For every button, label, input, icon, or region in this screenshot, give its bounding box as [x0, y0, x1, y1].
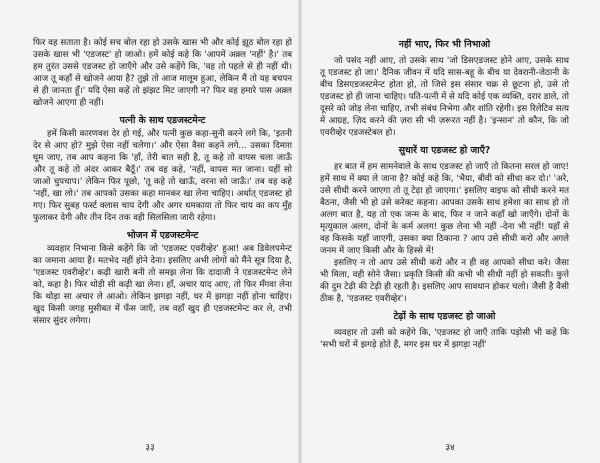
section-heading: टेढ़ों के साथ एडजस्ट हो जाओ: [393, 311, 496, 322]
paragraph: हमें किसी कारणवश देर हो गई, और पत्नी कुछ कहा-सुनी करने लगे कि, 'इतनी देर से आए हो? मुझे ऐसा नहीं चलेगा।' और ऐसा वैसा कहने लगे... उसका दिमाग़ घूम जाए, तब आप कहना कि 'हाँ, तेरी बात सही है, तू कहे तो वापस चला जाऊँ और तू कहे तो अंदर आकर बैठूँ।' तब वह कहे, 'नहीं, वापस मत जाना। यहीं सो जाओ चुपचाप।' लेकिन फिर पूछो, 'तू कहे तो खाऊँ, वरना सो जाऊँ।' तब वह कहे 'नहीं, खा लो।' तब आपको उसका कहा मानकर खा लेना चाहिए। अर्थात् एडजस्ट हो गए। फिर सुबह फर्स्ट क्लास चाय देगी और अगर धमकाया तो फिर चाय का कप मुँह फुलाकर देगी और तीन दिन तक वही सिलसिला जारी रहेगा।: [33, 129, 292, 223]
paragraph: इसलिए न तो आप उसे सीधी करो और न ही वह आपको सीधा करे। जैसा भी मिला, वही सोने जैसा। प्रकृति किसी की कभी भी सीधी नहीं हो सकती। कुत्ते की दुम टेढ़ी की टेढ़ी ही रहती है। इसलिए आप सावधान होकर चलो। जैसी है वैसी ठीक है, 'एडजस्ट एवरीव्हेर'।: [320, 258, 569, 304]
paragraph: फिर वह सताता है। कोई सच बोल रहा हो उसके खास भी और कोई झूठ बोल रहा हो उसके खास भी 'एडजस्ट' हो जाओ। हमें कोई कहे कि 'आपमें अक़्ल 'नहीं' है।' तब हम तुरंत उससे एडजस्ट हो जाएँगे और उसे कहेंगे कि, 'वह तो पहले से ही नहीं थी। आज तू कहाँ से खोजने आया है? तुझे तो आज मालूम हुआ, लेकिन मैं तो यह बचपन से ही जानता हूँ।' यदि ऐसा कहें तो झंझट मिट जाएगी न? फिर वह हमारे पास अक़्ल खोजने आएगा ही नहीं।: [33, 38, 292, 108]
paragraph: व्यवहार तो उसी को कहेंगे कि, 'एडजस्ट हो जाएँ ताकि पड़ोसी भी कहें कि 'सभी घरों में झगड़े होते हैं, मगर इस घर में झगड़ा नहीं': [320, 328, 569, 350]
right-page: [300, 0, 600, 463]
section-heading: सुधारें या एडजस्ट हो जाएँ?: [398, 145, 491, 156]
section-heading: नहीं भाए, फिर भी निभाओ: [398, 39, 491, 50]
page-number: ३३: [145, 443, 155, 453]
section-heading: भोजन में एडजस्टमेन्ट: [126, 230, 199, 241]
page-number: ३४: [445, 443, 455, 453]
section-heading: पत्नी के साथ एडजस्टमेन्ट: [119, 115, 206, 126]
paragraph: व्यवहार निभाना किसे कहेंगे कि जो 'एडजस्ट एवरीव्हेर' हुआ! अब डिवेलपमेन्ट का जमाना आया है। मतभेद नहीं होने देना। इसलिए अभी लोगों को मैंने सूत्र दिया है, 'एडजस्ट एवरीव्हेर'। कढ़ी खारी बनी तो समझ लेना कि दादाजी ने एडजस्टमेन्ट लेने को, कहा है। फिर थोड़ी सी कढ़ी खा लेना। हाँ, अचार याद आए, तो फिर मँगवा लेना कि थोड़ा सा अचार ले आओ। लेकिन झगड़ा नहीं, घर में झगड़ा नहीं होना चाहिए। खुद किसी जगह मुसीबत में फँस जाएँ, तब वहाँ खुद ही एडजस्टमेन्ट कर ले, तभी संसार सुंदर लगेगा।: [33, 244, 292, 326]
paragraph: हर बात में हम सामनेवाले के साथ एडजस्ट हो जाएँ तो कितना सरल हो जाए! हमें साथ में क्या ले जाना है? कोई कहे कि, 'भैया, बीवी को सीधा कर दो।' 'अरे, उसे सीधी करने जाएगा तो तू टेढ़ा हो जाएगा।' इसलिए वाइफ को सीधी करने मत बैठना, जैसी भी हो उसे करेक्ट कहना। आपका उसके साथ हमेशा का साथ हो तो अलग बात है, यह तो एक जन्म के बाद, फिर न जाने कहाँ खो जाएँगे। दोनों के मृत्युकाल अलग, दोनों के कर्म अलग! कुछ लेना भी नहीं -देना भी नहीं! यहाँ से वह किसके यहाँ जाएगी, उसका क्या ठिकाना ? आप उसे सीधी करो और अगले जनम में जाए किसी और के हिस्से में!: [320, 162, 569, 256]
paragraph: जो पसंद नहीं आए, तो उसके साथ 'जो डिसएडजस्ट होने आए, उसके साथ तू एडजस्ट हो जा।' दैनिक जीवन में यदि सास-बहू के बीच या देवरानी-जेठानी के बीच डिसएडजस्टमेन्ट होता हो, तो जिसे इस संसार चक्र से छूटना हो, उसे तो एडजस्ट हो ही जाना चाहिए। पति-पत्नी में से यदि कोई एक व्यक्ति, दरार डाले, तो दूसरे को जोड़ लेना चाहिए, तभी संबंध निभेगा और शांति रहेगी। इस रिलेटिव सत्य में आग्रह, ज़िद करने की ज़रा सी भी ज़रूरत नहीं है। 'इन्सान' तो कौन, कि जो एवरीव्हेर एडजस्टेबल हो।: [320, 56, 569, 138]
